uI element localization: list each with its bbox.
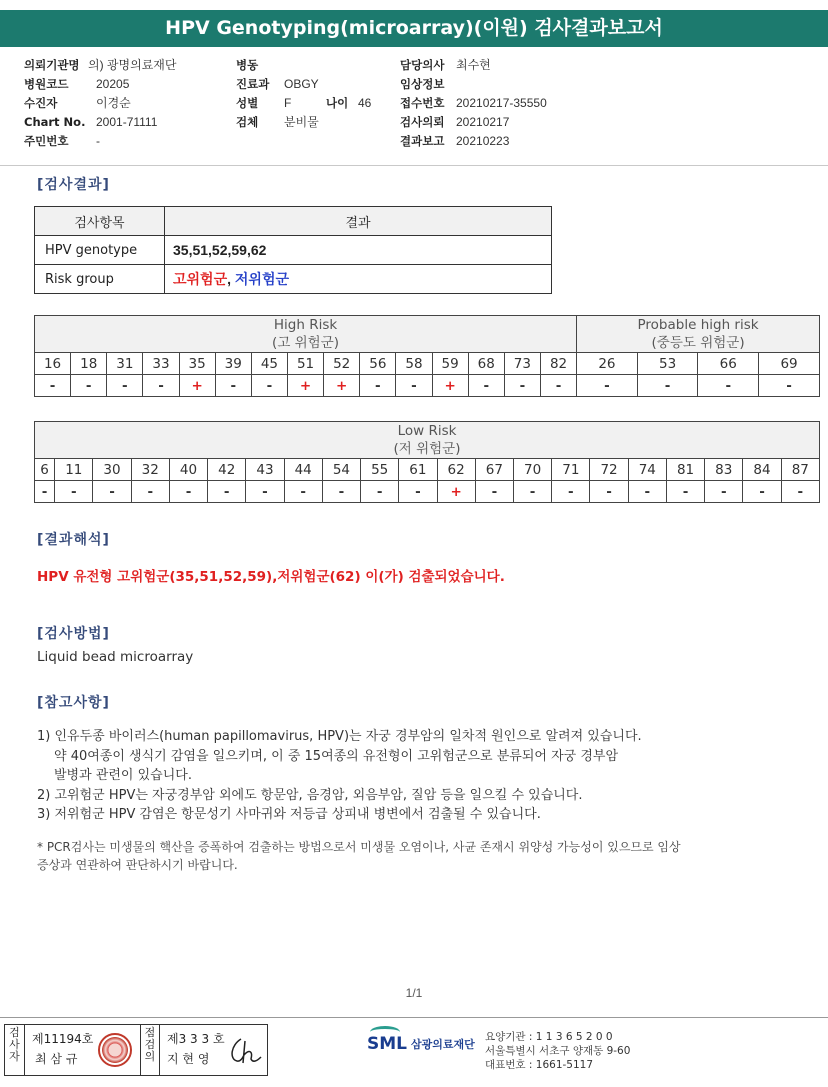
value-department: OBGY <box>284 77 319 91</box>
label-patient: 수진자 <box>24 96 58 110</box>
label-request-date: 검사의뢰 <box>400 115 445 129</box>
genotype-type-cell: 16 <box>35 353 71 375</box>
genotype-type-cell: 32 <box>131 459 169 481</box>
logo-arc <box>370 1026 400 1038</box>
value-age: 46 <box>358 96 372 110</box>
high-risk-subtitle: (고 위험군) <box>272 335 340 351</box>
official-seal <box>98 1033 132 1067</box>
risk-low: 저위험군 <box>234 271 289 287</box>
genotype-type-cell: 59 <box>432 353 468 375</box>
genotype-type-cell: 73 <box>504 353 540 375</box>
genotype-result-cell: - <box>637 375 698 397</box>
label-accession-no: 접수번호 <box>400 96 445 110</box>
report-title: HPV Genotyping(microarray)(이원) 검사결과보고서 <box>0 10 828 47</box>
genotype-result-cell: - <box>71 375 107 397</box>
method-text: Liquid bead microarray <box>37 649 194 665</box>
genotype-result-cell: - <box>698 375 759 397</box>
low-risk-title: Low Risk <box>397 423 457 439</box>
genotype-result-cell: - <box>666 481 704 503</box>
note-2: 2) 고위험군 HPV는 자궁경부암 외에도 항문암, 음경암, 외음부암, 질암 등을 일으킬 수 있습니다. <box>37 787 583 803</box>
value-doctor: 최수현 <box>456 58 491 72</box>
checker-label-text: 점 검 의 <box>144 1026 156 1063</box>
genotype-type-cell: 66 <box>698 353 759 375</box>
institution-info <box>485 1030 630 1072</box>
genotype-result-cell: - <box>504 375 540 397</box>
genotype-result-cell: - <box>215 375 251 397</box>
genotype-type-cell: 18 <box>71 353 107 375</box>
genotype-type-cell: 42 <box>208 459 246 481</box>
value-institution: 의) 광명의료재단 <box>88 58 177 72</box>
low-risk-header <box>35 422 820 459</box>
probable-risk-subtitle: (중등도 위험군) <box>651 335 745 351</box>
divider <box>0 165 828 166</box>
value-request-date: 20210217 <box>456 115 510 129</box>
handwritten-signature <box>227 1035 263 1067</box>
genotype-type-cell: 26 <box>577 353 638 375</box>
genotype-type-cell: 82 <box>540 353 576 375</box>
low-risk-results-row <box>35 481 820 503</box>
genotype-result-cell: - <box>540 375 576 397</box>
value-chart-no: 2001-71111 <box>96 115 158 129</box>
genotype-result-cell: - <box>35 481 55 503</box>
value-report-date: 20210223 <box>456 134 510 148</box>
genotype-result-cell: - <box>628 481 666 503</box>
genotype-type-cell: 67 <box>475 459 513 481</box>
genotype-type-cell: 74 <box>628 459 666 481</box>
genotype-result-cell: - <box>590 481 628 503</box>
genotype-type-cell: 62 <box>437 459 475 481</box>
footnote <box>37 838 797 874</box>
genotype-result-cell: - <box>93 481 131 503</box>
genotype-result-cell: - <box>759 375 820 397</box>
genotype-result-cell: - <box>143 375 179 397</box>
genotype-result-cell: - <box>246 481 284 503</box>
genotype-result-cell: + <box>287 375 323 397</box>
note-1-cont-a: 약 40여종이 생식기 감염을 일으키며, 이 중 15여종의 유전형이 고위험군으로 분류되어 자궁 경부암 <box>54 748 619 764</box>
label-specimen: 검체 <box>236 115 259 129</box>
patient-info-right <box>400 56 547 151</box>
genotype-result-cell: - <box>399 481 437 503</box>
genotype-type-cell: 70 <box>513 459 551 481</box>
genotype-label: HPV genotype <box>35 236 165 265</box>
genotype-result-cell: - <box>513 481 551 503</box>
genotype-type-cell: 53 <box>637 353 698 375</box>
genotype-type-cell: 72 <box>590 459 628 481</box>
inspector-label-text: 검 사 자 <box>9 1026 20 1063</box>
result-header-item: 검사항목 <box>35 207 165 236</box>
risk-group-label: Risk group <box>35 265 165 294</box>
high-risk-title: High Risk <box>273 317 338 333</box>
genotype-type-cell: 35 <box>179 353 215 375</box>
label-doctor: 담당의사 <box>400 58 445 72</box>
genotype-type-cell: 31 <box>107 353 143 375</box>
logo-name: 삼광의료재단 <box>411 1039 475 1051</box>
footnote-line-2: 증상과 연관하여 판단하시기 바랍니다. <box>37 858 238 872</box>
genotype-type-cell: 45 <box>251 353 287 375</box>
section-result-title: [검사결과] <box>37 177 110 193</box>
section-notes-title: [참고사항] <box>37 695 110 711</box>
genotype-result-cell: - <box>781 481 819 503</box>
label-clinical-info: 임상정보 <box>400 77 445 91</box>
value-patient: 이경순 <box>96 96 131 110</box>
genotype-type-cell: 61 <box>399 459 437 481</box>
high-risk-table <box>34 315 820 397</box>
institution-phone: 대표번호 : 1661-5117 <box>485 1059 594 1071</box>
value-hospital-code: 20205 <box>96 77 130 91</box>
genotype-result-cell: - <box>208 481 246 503</box>
high-risk-header <box>35 316 577 353</box>
patient-info-mid <box>236 56 371 132</box>
genotype-type-cell: 6 <box>35 459 55 481</box>
low-risk-subtitle: (저 위험군) <box>393 441 461 457</box>
genotype-result-cell: - <box>55 481 93 503</box>
label-age: 나이 <box>326 96 349 110</box>
sml-logo <box>367 1034 475 1054</box>
risk-high: 고위험군 <box>173 271 228 287</box>
note-3: 3) 저위험군 HPV 감염은 항문성기 사마귀와 저등급 상피내 병변에서 검출될 수 있습니다. <box>37 807 541 822</box>
genotype-type-cell: 43 <box>246 459 284 481</box>
genotype-type-cell: 52 <box>324 353 360 375</box>
probable-risk-header <box>577 316 820 353</box>
label-resident-no: 주민번호 <box>24 134 69 148</box>
inspector-label <box>5 1025 25 1075</box>
label-sex: 성별 <box>236 96 259 110</box>
genotype-type-cell: 69 <box>759 353 820 375</box>
genotype-result-cell: + <box>432 375 468 397</box>
genotype-result-cell: - <box>131 481 169 503</box>
genotype-type-cell: 44 <box>284 459 322 481</box>
high-risk-results-row <box>35 375 820 397</box>
genotype-result-cell: - <box>360 375 396 397</box>
genotype-result-cell: - <box>577 375 638 397</box>
genotype-result-cell: - <box>552 481 590 503</box>
result-table <box>34 206 552 294</box>
genotype-result-cell: + <box>324 375 360 397</box>
label-department: 진료과 <box>236 77 270 91</box>
inspector-name: 최 삼 규 <box>35 1052 78 1066</box>
value-accession-no: 20210217-35550 <box>456 96 547 110</box>
patient-info-left <box>24 56 176 151</box>
value-specimen: 분비물 <box>284 115 319 129</box>
genotype-type-cell: 84 <box>743 459 781 481</box>
genotype-result-cell: - <box>35 375 71 397</box>
result-header-result: 결과 <box>165 207 552 236</box>
genotype-type-cell: 40 <box>169 459 207 481</box>
low-risk-table <box>34 421 820 503</box>
low-risk-types-row <box>35 459 820 481</box>
logo-mark: SML <box>367 1034 407 1054</box>
inspector-license: 제11194호 <box>32 1032 94 1046</box>
genotype-result-cell: - <box>361 481 399 503</box>
label-hospital-code: 병원코드 <box>24 77 69 91</box>
high-risk-types-row <box>35 353 820 375</box>
genotype-type-cell: 55 <box>361 459 399 481</box>
genotype-type-cell: 54 <box>322 459 360 481</box>
label-ward: 병동 <box>236 58 259 72</box>
label-institution: 의뢰기관명 <box>24 58 80 72</box>
value-resident-no: - <box>96 134 100 148</box>
genotype-type-cell: 83 <box>705 459 743 481</box>
genotype-result-cell: - <box>396 375 432 397</box>
genotype-type-cell: 58 <box>396 353 432 375</box>
page-number: 1/1 <box>405 986 423 1000</box>
genotype-type-cell: 68 <box>468 353 504 375</box>
note-1-cont-b: 발병과 관련이 있습니다. <box>54 768 192 783</box>
genotype-result-cell: - <box>107 375 143 397</box>
genotype-type-cell: 11 <box>55 459 93 481</box>
genotype-type-cell: 81 <box>666 459 704 481</box>
genotype-result-cell: - <box>251 375 287 397</box>
risk-group-value <box>165 265 552 294</box>
note-1: 1) 인유두종 바이러스(human papillomavirus, HPV)는 자궁 경부암의 일차적 원인으로 알려져 있습니다. <box>37 729 642 744</box>
genotype-result-cell: - <box>284 481 322 503</box>
genotype-result-cell: - <box>468 375 504 397</box>
value-sex: F <box>284 96 292 110</box>
checker-license: 제3 3 3 호 <box>167 1032 225 1046</box>
genotype-type-cell: 33 <box>143 353 179 375</box>
genotype-result-cell: - <box>322 481 360 503</box>
section-method-title: [검사방법] <box>37 626 110 642</box>
genotype-type-cell: 87 <box>781 459 819 481</box>
checker-label <box>140 1025 160 1075</box>
genotype-type-cell: 30 <box>93 459 131 481</box>
risk-separator: , <box>227 271 235 287</box>
label-report-date: 결과보고 <box>400 134 445 148</box>
section-interpretation-title: [결과해석] <box>37 532 110 548</box>
genotype-result-cell: - <box>743 481 781 503</box>
genotype-value: 35,51,52,59,62 <box>165 236 552 265</box>
footnote-line-1: * PCR검사는 미생물의 핵산을 증폭하여 검출하는 방법으로서 미생물 오염이나, 사균 존재시 위양성 가능성이 있으므로 임상 <box>37 840 681 854</box>
genotype-type-cell: 71 <box>552 459 590 481</box>
genotype-result-cell: - <box>705 481 743 503</box>
footer-divider <box>0 1017 828 1018</box>
genotype-type-cell: 39 <box>215 353 251 375</box>
signature-box <box>4 1024 268 1076</box>
probable-risk-title: Probable high risk <box>637 317 759 333</box>
genotype-type-cell: 56 <box>360 353 396 375</box>
genotype-result-cell: - <box>475 481 513 503</box>
label-chart-no: Chart No. <box>24 115 86 129</box>
notes-list <box>37 727 642 825</box>
genotype-result-cell: + <box>437 481 475 503</box>
institution-code: 요양기관 : 1 1 3 6 5 2 0 0 <box>485 1031 613 1043</box>
genotype-result-cell: + <box>179 375 215 397</box>
interpretation-text: HPV 유전형 고위험군(35,51,52,59),저위험군(62) 이(가) 검출되었습니다. <box>37 569 505 585</box>
checker-name: 지 현 영 <box>167 1052 210 1066</box>
genotype-result-cell: - <box>169 481 207 503</box>
institution-address: 서울특별시 서초구 양재동 9-60 <box>485 1045 631 1057</box>
genotype-type-cell: 51 <box>287 353 323 375</box>
